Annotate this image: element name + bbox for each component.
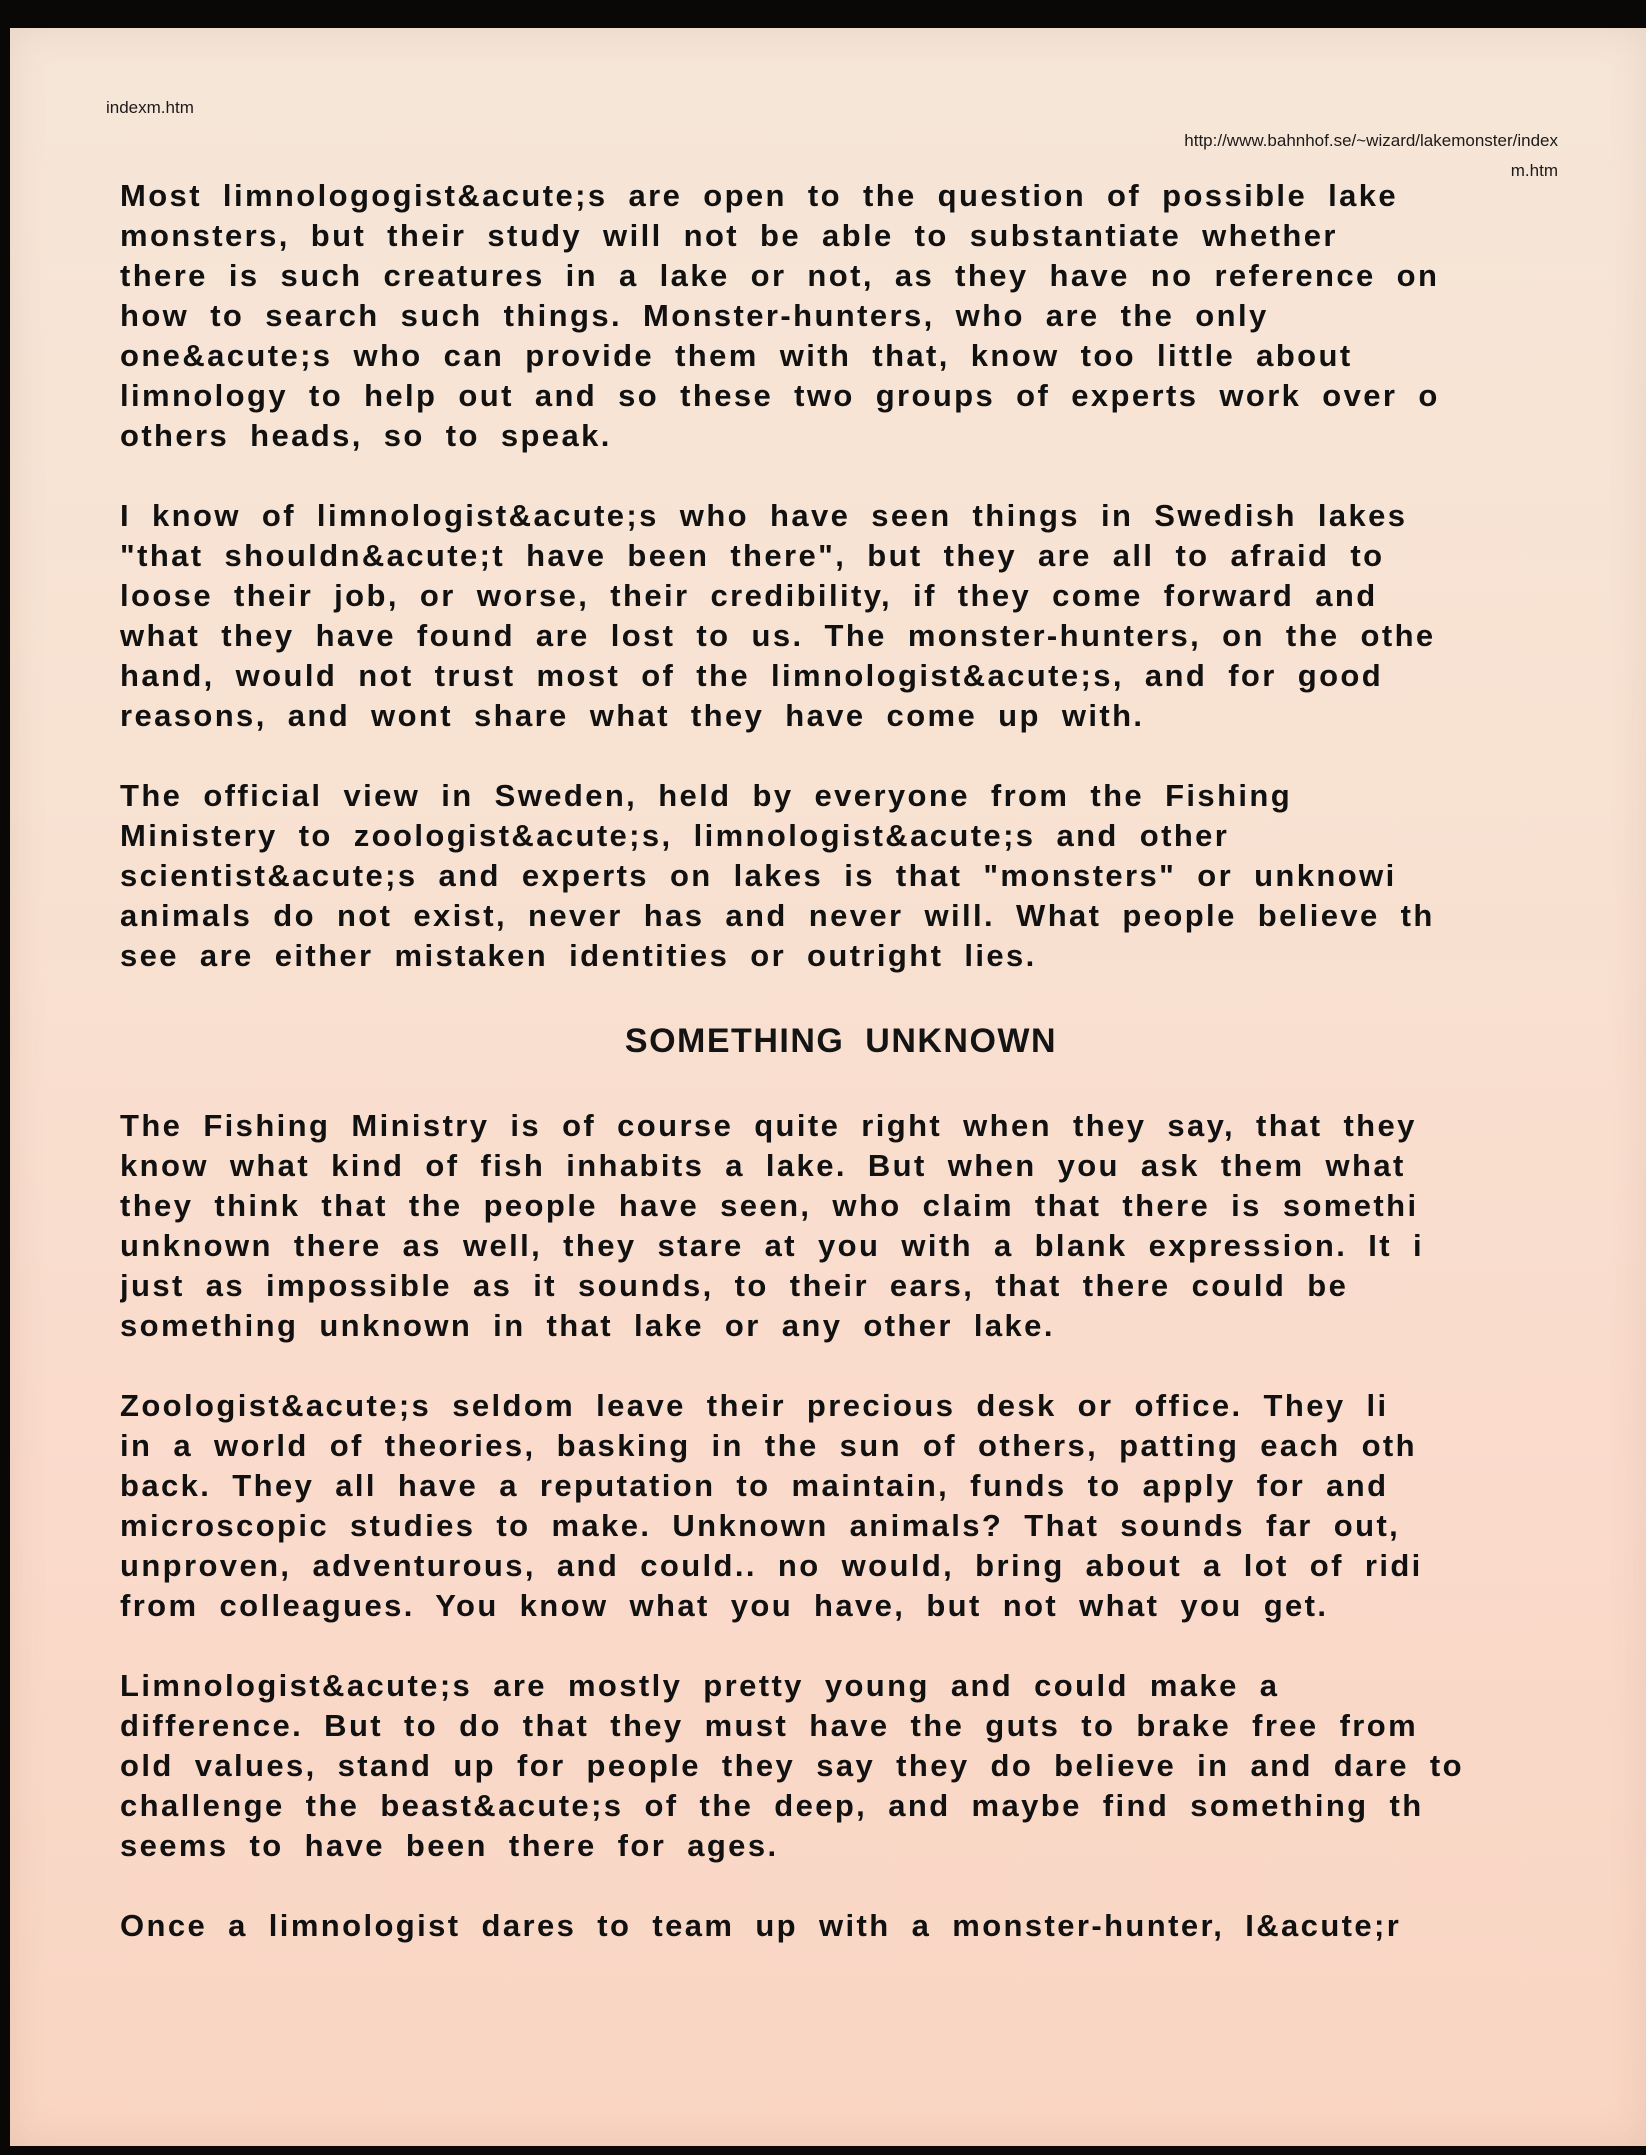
text-line: animals do not exist, never has and never will. What people believe th [120, 898, 1435, 933]
text-line: Most limnologogist&acute;s are open to the question of possible lake [120, 178, 1399, 213]
text-line: what they have found are lost to us. The monster-hunters, on the othe [120, 618, 1436, 653]
text-line: unknown there as well, they stare at you with a blank expression. It i [120, 1228, 1425, 1263]
text-line: reasons, and wont share what they have come up with. [120, 698, 1145, 733]
text-line: others heads, so to speak. [120, 418, 612, 453]
text-line: old values, stand up for people they say they do believe in and dare to [120, 1748, 1464, 1783]
text-line: Ministery to zoologist&acute;s, limnologist&acute;s and other [120, 818, 1230, 853]
text-line: how to search such things. Monster-hunters, who are the only [120, 298, 1269, 333]
text-line: hand, would not trust most of the limnologist&acute;s, and for good [120, 658, 1384, 693]
text-line: back. They all have a reputation to maintain, funds to apply for and [120, 1468, 1389, 1503]
section-heading: SOMETHING UNKNOWN [624, 1022, 1058, 1060]
text-line: just as impossible as it sounds, to their ears, that there could be [120, 1268, 1349, 1303]
text-line: one&acute;s who can provide them with that, know too little about [120, 338, 1353, 373]
text-line: from colleagues. You know what you have, but not what you get. [120, 1588, 1329, 1623]
article-body [120, 176, 1562, 1986]
text-line: limnology to help out and so these two groups of experts work over o [120, 378, 1440, 413]
text-line: Zoologist&acute;s seldom leave their precious desk or office. They li [120, 1388, 1389, 1423]
text-line: scientist&acute;s and experts on lakes is that "monsters" or unknowi [120, 858, 1397, 893]
paragraph-6 [120, 1666, 1562, 1866]
text-line: there is such creatures in a lake or not, as they have no reference on [120, 258, 1440, 293]
text-line: Once a limnologist dares to team up with a monster-hunter, I&acute;r [120, 1908, 1402, 1943]
paragraph-1 [120, 176, 1562, 456]
text-line: seems to have been there for ages. [120, 1828, 779, 1863]
header-url-line1: http://www.bahnhof.se/~wizard/lakemonster/index [1184, 131, 1558, 150]
text-line: The Fishing Ministry is of course quite right when they say, that they [120, 1108, 1417, 1143]
text-line: loose their job, or worse, their credibility, if they come forward and [120, 578, 1378, 613]
paragraph-4 [120, 1106, 1562, 1346]
text-line: The official view in Sweden, held by everyone from the Fishing [120, 778, 1293, 813]
text-line: Limnologist&acute;s are mostly pretty young and could make a [120, 1668, 1280, 1703]
text-line: difference. But to do that they must have the guts to brake free from [120, 1708, 1419, 1743]
text-line: something unknown in that lake or any other lake. [120, 1308, 1055, 1343]
text-line: they think that the people have seen, who claim that there is somethi [120, 1188, 1419, 1223]
text-line: monsters, but their study will not be able to substantiate whether [120, 218, 1338, 253]
text-line: challenge the beast&acute;s of the deep, and maybe find something th [120, 1788, 1424, 1823]
text-line: know what kind of fish inhabits a lake. But when you ask them what [120, 1148, 1406, 1183]
text-line: see are either mistaken identities or outright lies. [120, 938, 1037, 973]
text-line: "that shouldn&acute;t have been there", but they are all to afraid to [120, 538, 1385, 573]
header-url-line2: m.htm [1510, 161, 1558, 180]
printed-page [10, 28, 1646, 2146]
text-line: I know of limnologist&acute;s who have seen things in Swedish lakes [120, 498, 1408, 533]
paragraph-3 [120, 776, 1562, 976]
text-line: unproven, adventurous, and could.. no would, bring about a lot of ridi [120, 1548, 1423, 1583]
paragraph-5 [120, 1386, 1562, 1626]
text-line: microscopic studies to make. Unknown animals? That sounds far out, [120, 1508, 1401, 1543]
paragraph-7 [120, 1906, 1562, 1946]
header-filename: indexm.htm [106, 98, 194, 117]
paragraph-2 [120, 496, 1562, 736]
text-line: in a world of theories, basking in the sun of others, patting each oth [120, 1428, 1417, 1463]
